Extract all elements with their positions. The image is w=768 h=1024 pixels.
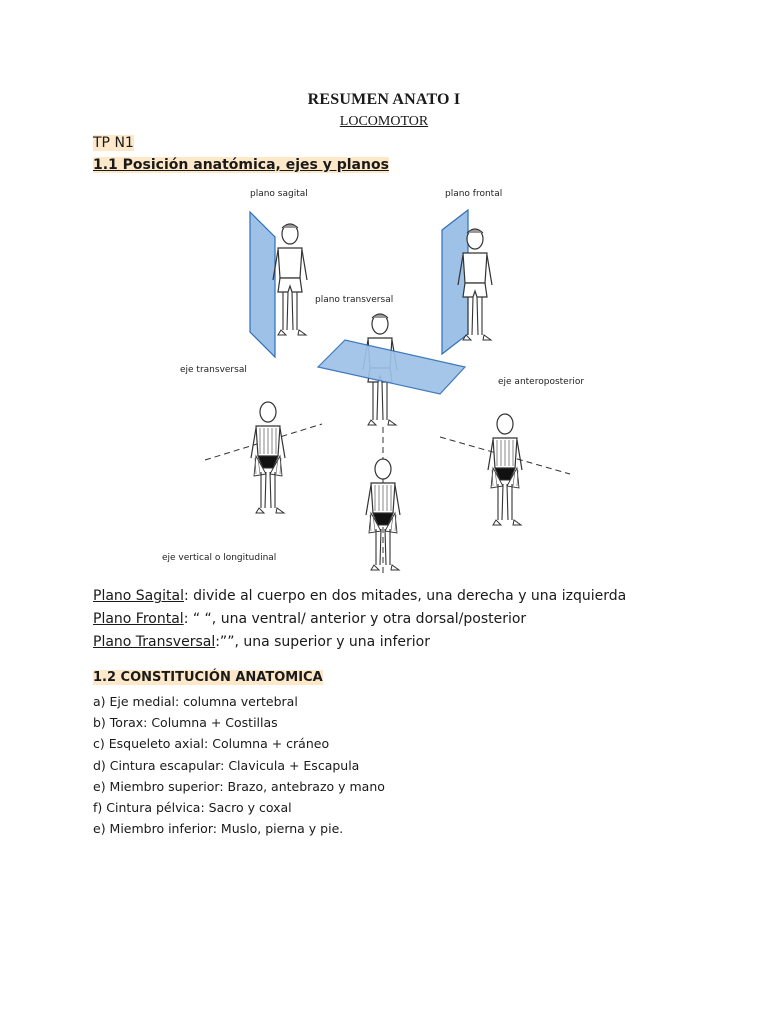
plane-term: Plano Sagital	[93, 588, 184, 604]
list-item: e) Miembro superior: Brazo, antebrazo y mano	[93, 778, 385, 794]
section-2-heading: 1.2 CONSTITUCIÓN ANATOMICA	[93, 670, 323, 685]
frontal-plane	[442, 210, 468, 354]
document-subtitle: LOCOMOTOR	[339, 114, 429, 129]
label-plano-sagital: plano sagital	[250, 189, 308, 199]
plane-text: :””, una superior y una inferior	[215, 634, 430, 650]
figure-person-eje-transversal	[251, 402, 285, 513]
tp-label: TP N1	[93, 135, 134, 151]
constitution-list	[93, 691, 385, 839]
label-plano-transversal: plano transversal	[315, 295, 394, 305]
figure-person-eje-anteroposterior	[488, 414, 522, 525]
label-plano-frontal: plano frontal	[445, 189, 503, 199]
plane-text: : “ “, una ventral/ anterior y otra dorsal/posterior	[183, 611, 527, 627]
list-item: f) Cintura pélvica: Sacro y coxal	[93, 800, 292, 816]
document-title: RESUMEN ANATO I	[307, 91, 461, 108]
anatomical-planes-figure	[150, 182, 620, 577]
section-1-heading: 1.1 Posición anatómica, ejes y planos	[93, 157, 389, 173]
sagittal-plane	[250, 212, 275, 357]
label-eje-anteroposterior: eje anteroposterior	[498, 377, 585, 387]
planes-descriptions	[93, 585, 626, 654]
plane-description-transversal	[93, 631, 626, 654]
plane-term: Plano Transversal	[93, 634, 216, 650]
plane-term: Plano Frontal	[93, 611, 184, 627]
plane-description-sagital	[93, 585, 626, 608]
plane-description-frontal	[93, 608, 626, 631]
figure-person-sagittal	[273, 224, 307, 335]
list-item: d) Cintura escapular: Clavicula + Escapula	[93, 757, 360, 773]
list-item: b) Torax: Columna + Costillas	[93, 715, 278, 731]
label-eje-transversal: eje transversal	[180, 365, 247, 375]
figure-person-eje-vertical	[366, 459, 400, 570]
list-item: c) Esqueleto axial: Columna + cráneo	[93, 736, 330, 752]
list-item: e) Miembro inferior: Muslo, pierna y pie.	[93, 821, 344, 837]
list-item: a) Eje medial: columna vertebral	[93, 694, 298, 709]
plane-text: : divide al cuerpo en dos mitades, una derecha y una izquierda	[184, 588, 627, 604]
label-eje-vertical: eje vertical o longitudinal	[162, 553, 277, 563]
